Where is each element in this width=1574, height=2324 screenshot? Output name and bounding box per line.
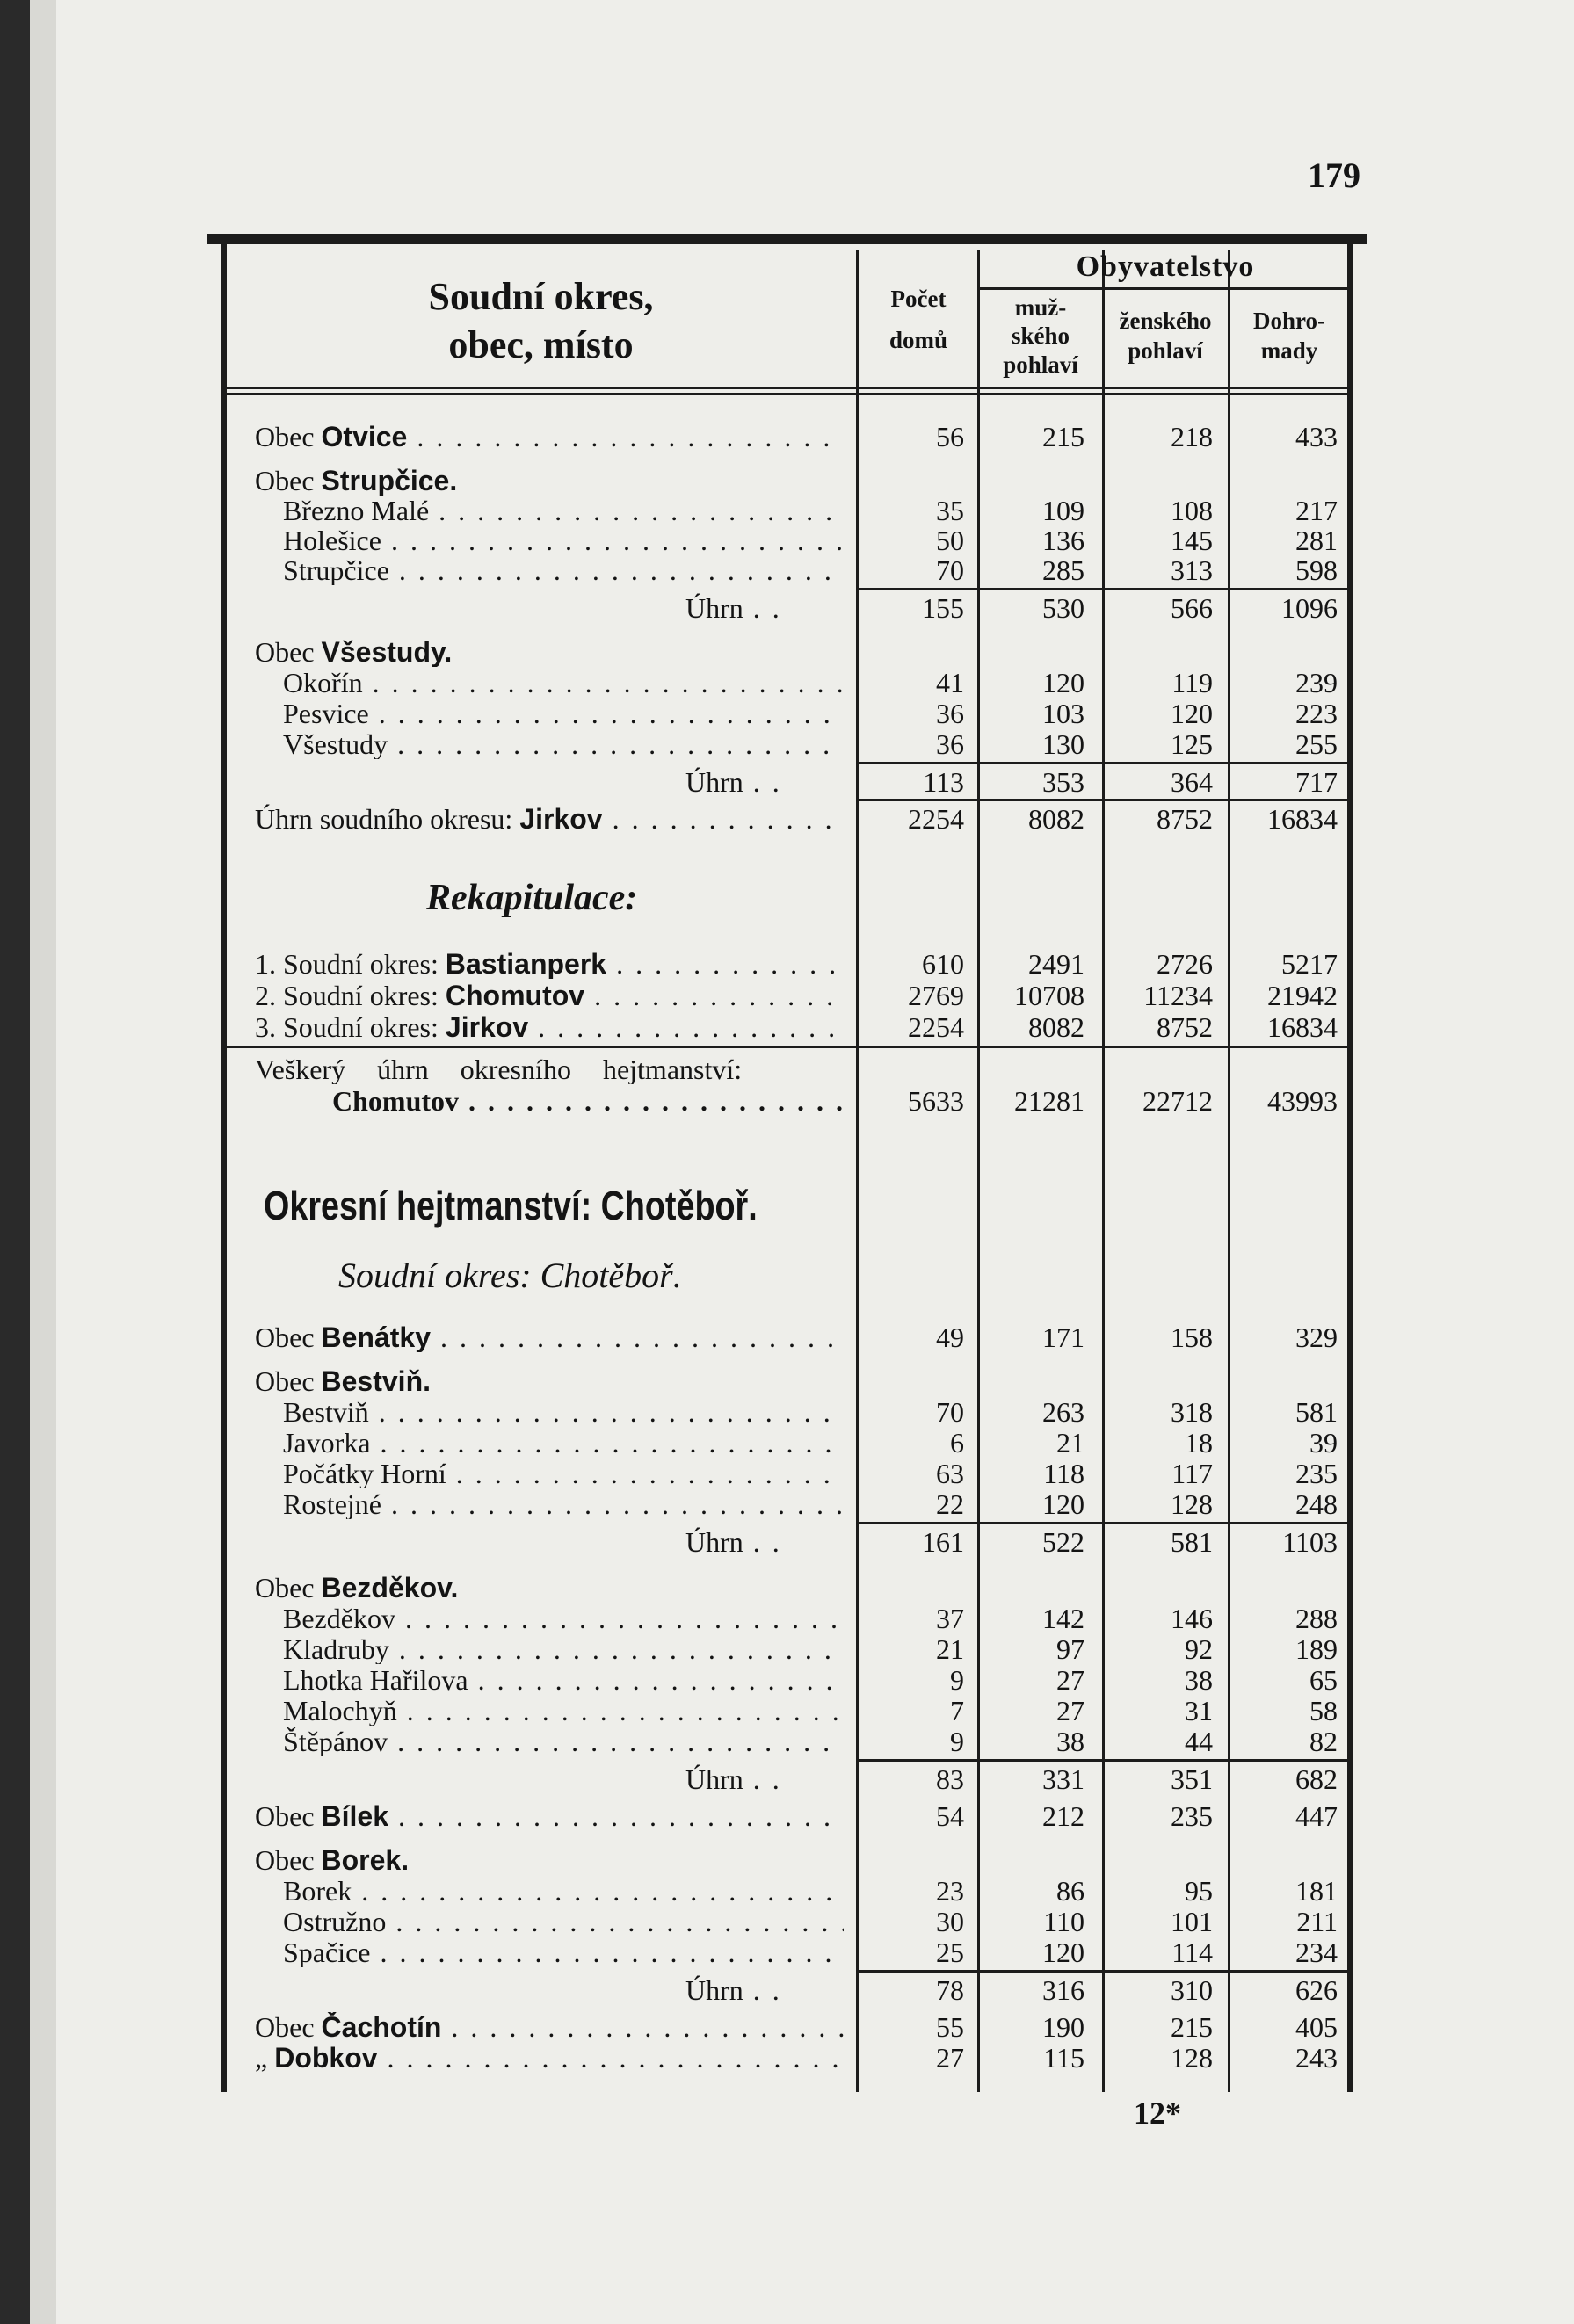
row-label-name: Bestviň.	[321, 1366, 431, 1396]
male-value: 8082	[1028, 803, 1084, 835]
grand-total-total: 43993	[1267, 1085, 1338, 1117]
male-value: 109	[1042, 495, 1084, 526]
total-value: 581	[1295, 1396, 1338, 1428]
header-houses-line1: Počet	[890, 286, 947, 312]
subtotal-rule	[856, 1522, 1348, 1524]
row-label-name: Všestudy.	[321, 637, 453, 667]
total-value: 189	[1295, 1633, 1338, 1665]
row-label-text: Borek	[283, 1876, 352, 1906]
row-label-text: Úhrn soudního okresu:	[255, 804, 520, 834]
row-label-name: Benátky	[321, 1322, 432, 1352]
row-label	[255, 1366, 844, 1396]
male-value: 97	[1056, 1633, 1084, 1665]
female-value: 18	[1185, 1427, 1213, 1459]
row-label	[283, 1876, 844, 1906]
female-value: 114	[1171, 1937, 1213, 1968]
houses-value: 9	[950, 1726, 964, 1757]
female-value: 38	[1185, 1664, 1213, 1696]
header-title-line1: Soudní okres,	[428, 275, 654, 318]
female-value: 581	[1171, 1526, 1213, 1558]
male-value: 27	[1056, 1695, 1084, 1727]
female-value: 235	[1171, 1800, 1213, 1832]
total-value: 717	[1295, 766, 1338, 798]
table-row	[0, 1907, 1574, 1937]
row-label-name: Chomutov	[445, 981, 585, 1010]
row-label-name: Bílek	[321, 1801, 388, 1831]
total-value: 16834	[1267, 1011, 1338, 1043]
houses-value: 113	[923, 766, 964, 798]
houses-value: 54	[936, 1800, 964, 1832]
houses-value: 30	[936, 1906, 964, 1937]
male-value: 212	[1042, 1800, 1084, 1832]
total-value: 181	[1295, 1875, 1338, 1907]
grand-total-row	[0, 1086, 1574, 1116]
male-value: 21	[1056, 1427, 1084, 1459]
row-label-text: Ostružno	[283, 1907, 387, 1937]
table-row	[0, 1397, 1574, 1427]
male-value: 331	[1042, 1763, 1084, 1795]
row-label-text: Lhotka Hařilova	[283, 1665, 468, 1695]
district-heading: Okresní hejtmanství: Chotěboř.	[264, 1183, 758, 1228]
subtotal-row	[0, 593, 1574, 623]
table-row	[0, 2043, 1574, 2073]
row-label-text: Obec	[255, 637, 322, 667]
subtotal-rule	[856, 762, 1348, 764]
table-row	[0, 637, 1574, 667]
female-value: 125	[1171, 728, 1213, 760]
total-value: 82	[1309, 1726, 1338, 1757]
row-label	[255, 981, 844, 1010]
row-label-text: Úhrn	[685, 1975, 743, 2005]
table-row	[0, 1322, 1574, 1352]
row-label	[255, 637, 844, 667]
row-label-text: Březno Malé	[283, 496, 430, 525]
header-total-line1: Dohro-	[1252, 308, 1325, 334]
row-label-name: Otvice	[321, 422, 408, 452]
row-label-text: Malochyň	[283, 1696, 397, 1726]
header-male-line3: pohlaví	[1003, 351, 1078, 378]
male-value: 190	[1042, 2011, 1084, 2043]
male-value: 171	[1042, 1321, 1084, 1353]
header-female-line1: ženského	[1119, 308, 1212, 334]
total-value: 5217	[1281, 948, 1338, 980]
houses-value: 83	[936, 1763, 964, 1795]
table-row	[0, 496, 1574, 525]
total-value: 65	[1309, 1664, 1338, 1696]
female-value: 218	[1171, 421, 1213, 452]
houses-value: 63	[936, 1458, 964, 1489]
table-row	[0, 2012, 1574, 2042]
row-label	[283, 1489, 844, 1519]
table-row	[0, 1845, 1574, 1875]
row-label-name: Dobkov	[274, 2043, 378, 2073]
houses-value: 36	[936, 698, 964, 729]
total-value: 211	[1296, 1906, 1338, 1937]
row-label	[685, 1764, 844, 1794]
row-label	[255, 1801, 844, 1831]
recap-title: Rekapitulace:	[426, 878, 638, 918]
row-label	[283, 1907, 844, 1937]
female-value: 351	[1171, 1763, 1213, 1795]
row-label	[255, 1322, 844, 1352]
total-value: 248	[1295, 1488, 1338, 1520]
male-value: 115	[1043, 2042, 1084, 2074]
female-value: 158	[1171, 1321, 1213, 1353]
row-label	[255, 2043, 844, 2073]
houses-value: 36	[936, 728, 964, 760]
subtotal-row	[0, 1764, 1574, 1794]
table-row	[0, 1459, 1574, 1488]
row-label	[255, 1845, 844, 1875]
male-value: 10708	[1014, 980, 1084, 1011]
row-label	[255, 2012, 844, 2042]
female-value: 2726	[1157, 948, 1213, 980]
table-row	[0, 1573, 1574, 1603]
male-value: 110	[1043, 1906, 1084, 1937]
male-value: 86	[1056, 1875, 1084, 1907]
row-label	[283, 668, 844, 698]
header-bottom-rule	[227, 387, 1348, 389]
houses-value: 161	[922, 1526, 964, 1558]
row-label	[283, 1727, 844, 1756]
grand-total-female: 22712	[1142, 1085, 1213, 1117]
houses-value: 56	[936, 421, 964, 452]
row-label	[283, 1459, 844, 1488]
header-houses-line2: domů	[889, 327, 948, 353]
header-male-line1: muž-	[1014, 294, 1067, 321]
table-row	[0, 525, 1574, 555]
houses-value: 78	[936, 1974, 964, 2006]
row-label	[255, 804, 844, 834]
total-value: 39	[1309, 1427, 1338, 1459]
female-value: 31	[1185, 1695, 1213, 1727]
male-value: 285	[1042, 554, 1084, 586]
subtotal-row	[0, 1975, 1574, 2005]
male-value: 118	[1043, 1458, 1084, 1489]
table-row	[0, 699, 1574, 728]
row-label-text: Javorka	[283, 1428, 371, 1458]
houses-value: 50	[936, 525, 964, 556]
row-label-name: Jirkov	[519, 804, 603, 834]
row-label-text: Spačice	[283, 1937, 371, 1967]
subtotal-rule	[856, 799, 1348, 801]
row-label-text: Obec	[255, 1322, 322, 1352]
row-label	[255, 422, 844, 452]
total-value: 1103	[1282, 1526, 1338, 1558]
row-label	[283, 1937, 844, 1967]
male-value: 120	[1042, 667, 1084, 699]
table-row	[0, 729, 1574, 759]
header-male-line2: ského	[1011, 322, 1070, 349]
female-value: 128	[1171, 1488, 1213, 1520]
row-label-name: Bezděkov.	[321, 1573, 459, 1603]
total-value: 58	[1309, 1695, 1338, 1727]
table-row	[0, 1727, 1574, 1756]
total-value: 21942	[1267, 980, 1338, 1011]
houses-value: 23	[936, 1875, 964, 1907]
row-label-text: Obec	[255, 2012, 322, 2042]
row-label-text: Všestudy	[283, 729, 388, 759]
row-label	[283, 1428, 844, 1458]
total-value: 243	[1295, 2042, 1338, 2074]
row-label-text: Obec	[255, 1845, 322, 1875]
grand-total-label-line2: Chomutov . . .	[332, 1086, 844, 1116]
row-label	[255, 1573, 844, 1603]
houses-value: 70	[936, 1396, 964, 1428]
houses-value: 610	[922, 948, 964, 980]
table-row	[0, 1665, 1574, 1695]
female-value: 215	[1171, 2011, 1213, 2043]
total-value: 288	[1295, 1603, 1338, 1634]
table-row	[0, 555, 1574, 585]
total-value: 1096	[1281, 592, 1338, 624]
houses-value: 7	[950, 1695, 964, 1727]
header-female-line2: pohlaví	[1128, 337, 1203, 364]
houses-value: 55	[936, 2011, 964, 2043]
total-value: 281	[1295, 525, 1338, 556]
female-value: 145	[1171, 525, 1213, 556]
row-label-name: Jirkov	[445, 1012, 529, 1042]
row-label-text: Rostejné	[283, 1489, 381, 1519]
female-value: 11234	[1143, 980, 1213, 1011]
table-row	[0, 1489, 1574, 1519]
total-value: 682	[1295, 1763, 1338, 1795]
row-label	[255, 466, 844, 496]
subtotal-row	[0, 1527, 1574, 1557]
subtotal-rule	[856, 1759, 1348, 1762]
total-value: 223	[1295, 698, 1338, 729]
female-value: 364	[1171, 766, 1213, 798]
table-row	[0, 1366, 1574, 1396]
row-label	[283, 525, 844, 555]
total-value: 329	[1295, 1321, 1338, 1353]
row-label-text: Okořín	[283, 668, 363, 698]
table-row	[0, 422, 1574, 452]
female-value: 101	[1171, 1906, 1213, 1937]
page-number: 179	[1308, 156, 1360, 195]
female-value: 44	[1185, 1726, 1213, 1757]
houses-value: 27	[936, 2042, 964, 2074]
female-value: 108	[1171, 495, 1213, 526]
female-value: 8752	[1157, 803, 1213, 835]
subtotal-rule	[856, 588, 1348, 590]
houses-value: 2254	[908, 803, 964, 835]
row-label-name: Čachotín	[321, 2012, 442, 2042]
total-value: 255	[1295, 728, 1338, 760]
row-label-text: Strupčice	[283, 555, 389, 585]
female-value: 310	[1171, 1974, 1213, 2006]
row-label-text: 2. Soudní okres:	[255, 981, 446, 1010]
female-value: 95	[1185, 1875, 1213, 1907]
total-value: 235	[1295, 1458, 1338, 1489]
grand-total-rule	[227, 1046, 1348, 1048]
row-label	[283, 1604, 844, 1633]
male-value: 27	[1056, 1664, 1084, 1696]
houses-value: 21	[936, 1633, 964, 1665]
female-value: 128	[1171, 2042, 1213, 2074]
row-label-text: Obec	[255, 422, 322, 452]
row-label-text: Obec	[255, 1801, 322, 1831]
row-label-name: Strupčice.	[321, 466, 458, 496]
table-row	[0, 1604, 1574, 1633]
table-row	[0, 1801, 1574, 1831]
grand-total-houses: 5633	[908, 1085, 964, 1117]
male-value: 530	[1042, 592, 1084, 624]
row-label-text: Štěpánov	[283, 1727, 388, 1756]
female-value: 146	[1171, 1603, 1213, 1634]
total-value: 16834	[1267, 803, 1338, 835]
row-label	[685, 1975, 844, 2005]
table-row	[0, 1937, 1574, 1967]
female-value: 8752	[1157, 1011, 1213, 1043]
total-value: 598	[1295, 554, 1338, 586]
table-row	[0, 1428, 1574, 1458]
male-value: 316	[1042, 1974, 1084, 2006]
subdistrict-heading: Soudní okres: Chotěboř.	[338, 1256, 682, 1295]
table-row	[0, 668, 1574, 698]
row-label	[283, 496, 844, 525]
subtotal-row	[0, 767, 1574, 797]
grand-total-label-line1: Veškerý úhrn okresního hejtmanství:	[255, 1054, 743, 1084]
row-label	[283, 1634, 844, 1664]
header-title-line2: obec, místo	[448, 323, 634, 366]
male-value: 142	[1042, 1603, 1084, 1634]
male-value: 2491	[1028, 948, 1084, 980]
female-value: 117	[1171, 1458, 1213, 1489]
male-value: 120	[1042, 1488, 1084, 1520]
table-row	[0, 1012, 1574, 1042]
row-label-text: Bezděkov	[283, 1604, 395, 1633]
row-label-text: Obec	[255, 466, 322, 496]
header-bottom-rule-2	[227, 393, 1348, 395]
male-value: 522	[1042, 1526, 1084, 1558]
row-label-text: Úhrn	[685, 1764, 743, 1794]
houses-value: 155	[922, 592, 964, 624]
row-label-text: Pesvice	[283, 699, 369, 728]
male-value: 136	[1042, 525, 1084, 556]
total-value: 239	[1295, 667, 1338, 699]
female-value: 566	[1171, 592, 1213, 624]
male-value: 263	[1042, 1396, 1084, 1428]
houses-value: 22	[936, 1488, 964, 1520]
row-label	[685, 1527, 844, 1557]
female-value: 92	[1185, 1633, 1213, 1665]
header-group-population: Obyvatelstvo	[1076, 250, 1255, 283]
table-row	[0, 981, 1574, 1010]
houses-value: 41	[936, 667, 964, 699]
houses-value: 25	[936, 1937, 964, 1968]
row-label-text: Kladruby	[283, 1634, 389, 1664]
female-value: 119	[1171, 667, 1213, 699]
row-label	[283, 1665, 844, 1695]
male-value: 353	[1042, 766, 1084, 798]
header-total-line2: mady	[1260, 337, 1318, 364]
houses-value: 9	[950, 1664, 964, 1696]
male-value: 120	[1042, 1937, 1084, 1968]
row-label	[283, 1696, 844, 1726]
row-label-text: Obec	[255, 1366, 322, 1396]
row-label-text: Bestviň	[283, 1397, 369, 1427]
total-value: 234	[1295, 1937, 1338, 1968]
table-row	[0, 466, 1574, 496]
row-label	[685, 593, 844, 623]
row-label-text: Počátky Horní	[283, 1459, 446, 1488]
row-label-text: „	[255, 2043, 275, 2073]
header-group-rule	[977, 287, 1350, 290]
row-label	[283, 729, 844, 759]
grand-total-male: 21281	[1014, 1085, 1084, 1117]
houses-value: 35	[936, 495, 964, 526]
signature-mark: 12*	[1134, 2096, 1181, 2131]
total-value: 217	[1295, 495, 1338, 526]
grand-total-line1-row	[0, 1054, 1574, 1084]
houses-value: 2254	[908, 1011, 964, 1043]
row-label	[255, 1012, 844, 1042]
row-label-text: 1. Soudní okres:	[255, 949, 446, 979]
row-label	[255, 949, 844, 979]
female-value: 318	[1171, 1396, 1213, 1428]
female-value: 313	[1171, 554, 1213, 586]
total-value: 626	[1295, 1974, 1338, 2006]
male-value: 215	[1042, 421, 1084, 452]
row-label	[283, 1397, 844, 1427]
row-label	[283, 555, 844, 585]
houses-value: 6	[950, 1427, 964, 1459]
male-value: 130	[1042, 728, 1084, 760]
row-label-text: 3. Soudní okres:	[255, 1012, 446, 1042]
houses-value: 70	[936, 554, 964, 586]
houses-value: 37	[936, 1603, 964, 1634]
female-value: 120	[1171, 698, 1213, 729]
subtotal-rule	[856, 1970, 1348, 1973]
total-value: 405	[1295, 2011, 1338, 2043]
table-top-rule	[207, 234, 1367, 244]
table-row	[0, 1876, 1574, 1906]
houses-value: 2769	[908, 980, 964, 1011]
row-label-text: Holešice	[283, 525, 381, 555]
row-label	[685, 767, 844, 797]
row-label-name: Bastianperk	[445, 949, 607, 979]
row-label	[283, 699, 844, 728]
table-row	[0, 1634, 1574, 1664]
row-label-text: Obec	[255, 1573, 322, 1603]
row-label-name: Borek.	[321, 1845, 410, 1875]
row-label-text: Úhrn	[685, 593, 743, 623]
row-label-text: Úhrn	[685, 767, 743, 797]
table-row	[0, 1696, 1574, 1726]
houses-value: 49	[936, 1321, 964, 1353]
male-value: 38	[1056, 1726, 1084, 1757]
male-value: 8082	[1028, 1011, 1084, 1043]
total-value: 447	[1295, 1800, 1338, 1832]
total-value: 433	[1295, 421, 1338, 452]
row-label-text: Úhrn	[685, 1527, 743, 1557]
male-value: 103	[1042, 698, 1084, 729]
table-row	[0, 949, 1574, 979]
table-row	[0, 804, 1574, 834]
